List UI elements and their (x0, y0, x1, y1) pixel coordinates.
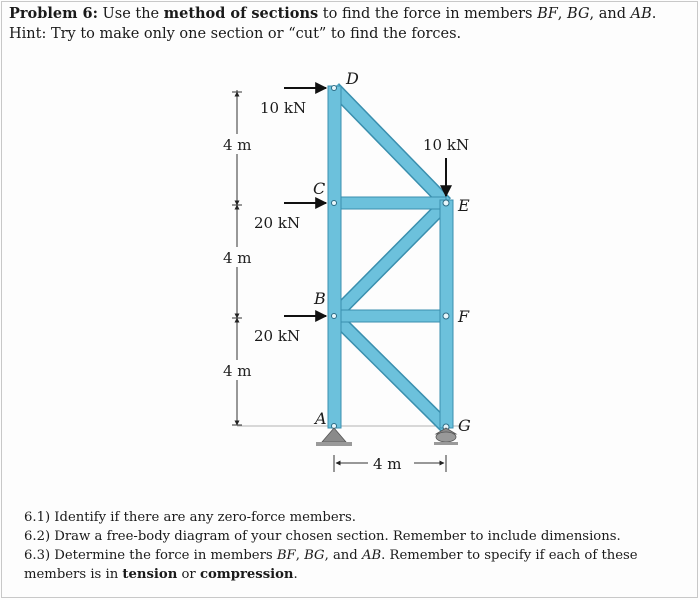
node-c: C (313, 179, 326, 198)
q3-compression: compression (199, 567, 294, 582)
and: , and (589, 6, 631, 22)
member-ab: AB (630, 6, 652, 22)
question-6-1: 6.1) Identify if there are any zero-force members. (24, 510, 356, 525)
member-bf: BF (537, 6, 558, 22)
q3-comma: , (295, 548, 305, 563)
comma: , (557, 6, 568, 22)
node-e: E (458, 196, 470, 215)
problem-hint: . Hint: Try to make only one section or “cut” to find the forces. (9, 6, 657, 42)
q3-and: , and (324, 548, 362, 563)
problem-method: method of sections (163, 5, 319, 22)
node-b: B (314, 289, 326, 308)
load-low-label: 20 kN (254, 327, 301, 345)
question-6-3 (24, 546, 684, 584)
q3-text-b: . Remember to specify if each of these members is in (24, 548, 638, 582)
q3-or: or (177, 567, 200, 582)
q3-member-bf: BF (276, 548, 296, 563)
member-ce (334, 197, 446, 209)
q3-tension: tension (122, 567, 178, 582)
dim-width: 4 m (373, 455, 402, 473)
member-left-vertical (328, 86, 341, 428)
questions-list (24, 508, 684, 584)
node-f: F (458, 307, 470, 326)
load-top-label: 10 kN (260, 99, 307, 117)
load-mid-label: 20 kN (254, 214, 301, 232)
q3-text-a: 6.3) Determine the force in members (24, 548, 277, 563)
support-a (316, 428, 352, 446)
problem-text-2: to find the force in members (318, 6, 538, 22)
q3-member-ab: AB (361, 548, 382, 563)
question-6-2: 6.2) Draw a free-body diagram of your chosen section. Remember to include dimensions. (24, 529, 621, 544)
dim-seg2: 4 m (223, 249, 252, 267)
load-right-label: 10 kN (423, 136, 470, 154)
dim-seg1: 4 m (223, 136, 252, 154)
dim-seg3: 4 m (223, 362, 252, 380)
node-d: D (346, 69, 359, 88)
member-bf-bar (334, 310, 446, 322)
member-bg: BG (567, 6, 590, 22)
node-a: A (315, 409, 327, 428)
q3-member-bg: BG (304, 548, 325, 563)
q3-end: . (293, 567, 298, 582)
node-g: G (458, 416, 471, 435)
support-g (434, 428, 458, 445)
problem-text-1: Use the (97, 6, 164, 22)
problem-label: Problem 6: (9, 5, 98, 22)
